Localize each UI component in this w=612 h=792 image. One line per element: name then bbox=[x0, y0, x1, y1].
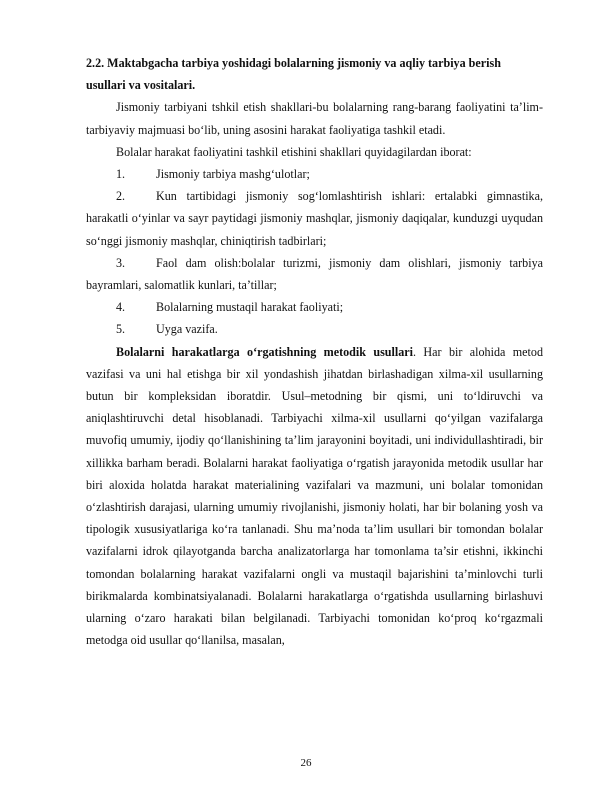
list-number: 4. bbox=[116, 300, 126, 315]
list-text: Jismoniy tarbiya mashg‘ulotlar; bbox=[156, 167, 310, 182]
list-item bbox=[86, 185, 543, 252]
paragraph-3 bbox=[86, 341, 543, 652]
list-text: Bolalarning mustaqil harakat faoliyati; bbox=[156, 300, 344, 315]
list-number: 1. bbox=[116, 167, 126, 182]
paragraph-3-lead: Bolalarni harakatlarga o‘rgatishning metodik usullari bbox=[116, 344, 414, 359]
document-page bbox=[86, 52, 543, 651]
list-number: 2. bbox=[116, 189, 126, 204]
list-text: Faol dam olish:bolalar turizmi, jismoniy dam olishlari, jismoniy tarbiya bayramlari, salomatlik kunlari, ta’tillar; bbox=[86, 255, 543, 293]
list-text: Kun tartibidagi jismoniy sog‘lomlashtirish ishlari: ertalabki gimnastika, harakatli o‘yinlar va sayr paytidagi jismoniy mashqlar, jismoniy daqiqalar, kunduzgi uyqudan so‘nggi jismoniy mashqlar, chiniqtirish tadbirlari; bbox=[86, 189, 543, 248]
paragraph-2: Bolalar harakat faoliyatini tashkil etishini shakllari quyidagilardan iborat: bbox=[116, 144, 472, 159]
page-number: 26 bbox=[300, 757, 312, 769]
list-number: 5. bbox=[116, 322, 126, 337]
list-item bbox=[86, 163, 543, 185]
list-text: Uyga vazifa. bbox=[156, 322, 218, 337]
paragraph-1: Jismoniy tarbiyani tshkil etish shakllari-bu bolalarning rang-barang faoliyatini ta’lim- tarbiyaviy majmuasi bo‘lib, uning asosini harakat faoliyatiga tashkil etadi. bbox=[86, 100, 543, 137]
list-number: 3. bbox=[116, 255, 126, 270]
paragraph-3-body: . Har bir alohida metod vazifasi va uni hal etishga bir xil yondashish jihatdan birlashadigan xilma-xil usullarning butun bir kompleksidan iboratdir. Usul–metodning bir qismi, uni to‘ldiruvchi va aniqlashtiruvchi detal hisoblanadi. Tarbiyachi xilma-xil usullarni qo‘yilgan vazifalarga muvofiq umumiy, ijodiy qo‘llanishining ta’lim jarayonini boyitadi, uni individullashtiradi, bir xillikka barham beradi. Bolalarni harakat faoliyatiga o‘rgatish jarayonida metodik usullar har biri aloxida holatda harakat materialining vazifalari va mazmuni, uni bolalar tomonidan o‘zlashtirish darajasi, ularning umumiy rivojlanishi, jismoniy holati, har bir bolaning yosh va tipologik xususiyatlariga ko‘ra tanlanadi. Shu ma’noda ta’lim usullari bir tomondan bolalar vazifalarni idrok qilayotganda barcha analizatorlarga har tomonlama ta’sir etishni, ikkinchi tomondan bolalarning harakat vazifalarni ongli va mustaqil bajarishini ta’minlovchi turli birikmalarda kombinatsiyalanadi. Bolalarni harakatlarga o‘rgatishda usullarning birlashuvi ularning o‘zaro harakati bilan belgilanadi. Tarbiyachi tomonidan ko‘proq ko‘rgazmali metodga oid usullar qo‘llanilsa, masalan, bbox=[86, 344, 543, 648]
list-item bbox=[86, 318, 543, 340]
list-item bbox=[86, 252, 543, 296]
section-heading: 2.2. Maktabgacha tarbiya yoshidagi bolalarning jismoniy va aqliy tarbiya berish usullari va vositalari. bbox=[86, 56, 501, 93]
list-item bbox=[86, 296, 543, 318]
